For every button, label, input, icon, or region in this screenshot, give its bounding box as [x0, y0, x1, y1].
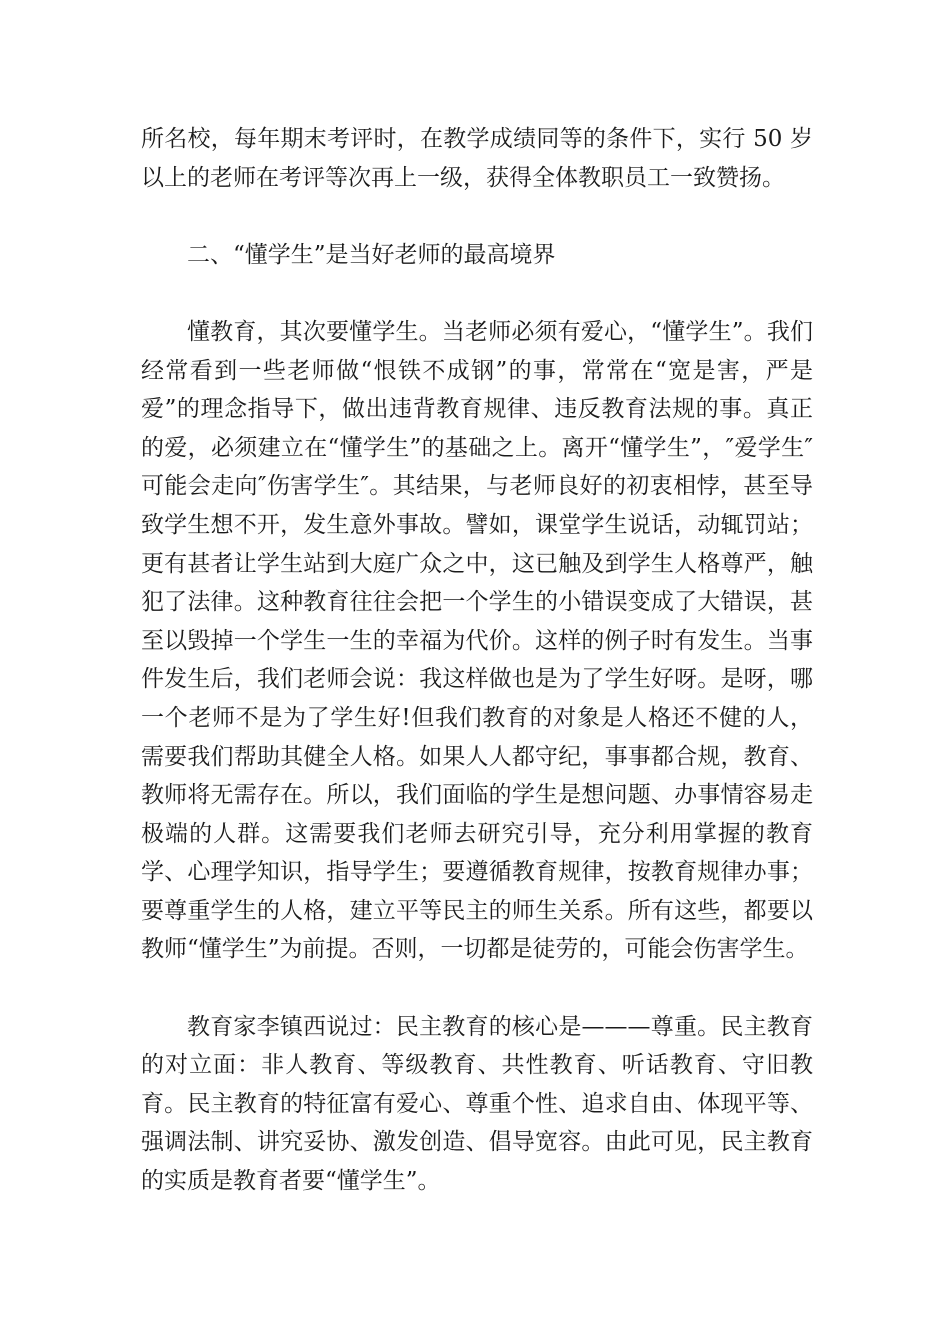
section-heading: 二、“懂学生”是当好老师的最高境界	[187, 241, 556, 268]
paragraph-understand-students: 懂教育，其次要懂学生。当老师必须有爱心，“懂学生”。我们经常看到一些老师做“恨铁不成钢”的事，常常在“宽是害，严是爱”的理念指导下，做出违背教育规律、违反教育法规的事。真正的爱，必须建立在“懂学生”的基础之上。离开“懂学生”，″爱学生″可能会走向″伤害学生″。其结果，与老师良好的初衷相悖，甚至导致学生想不开，发生意外事故。譬如，课堂学生说话，动辄罚站；更有甚者让学生站到大庭广众之中，这已触及到学生人格尊严，触犯了法律。这种教育往往会把一个学生的小错误变成了大错误，甚至以毁掉一个学生一生的幸福为代价。这样的例子时有发生。当事件发生后，我们老师会说：我这样做也是为了学生好呀。是呀，哪一个老师不是为了学生好!但我们教育的对象是人格还不健的人，需要我们帮助其健全人格。如果人人都守纪，事事都合规，教育、教师将无需存在。所以，我们面临的学生是想问题、办事情容易走极端的人群。这需要我们老师去研究引导，充分利用掌握的教育学、心理学知识，指导学生；要遵循教育规律，按教育规律办事；要尊重学生的人格，建立平等民主的师生关系。所有这些，都要以教师“懂学生”为前提。否则，一切都是徒劳的，可能会伤害学生。	[141, 318, 813, 963]
paragraph-democratic-education: 教育家李镇西说过：民主教育的核心是———尊重。民主教育的对立面：非人教育、等级教育、共性教育、听话教育、守旧教育。民主教育的特征富有爱心、尊重个性、追求自由、体现平等、强调法制、讲究妥协、激发创造、倡导宽容。由此可见，民主教育的实质是教育者要“懂学生”。	[141, 1013, 813, 1195]
document-body	[141, 120, 813, 1201]
paragraph-continuation: 所名校，每年期末考评时，在教学成绩同等的条件下，实行 50 岁以上的老师在考评等次再上一级，获得全体教职员工一致赞扬。	[141, 126, 813, 191]
